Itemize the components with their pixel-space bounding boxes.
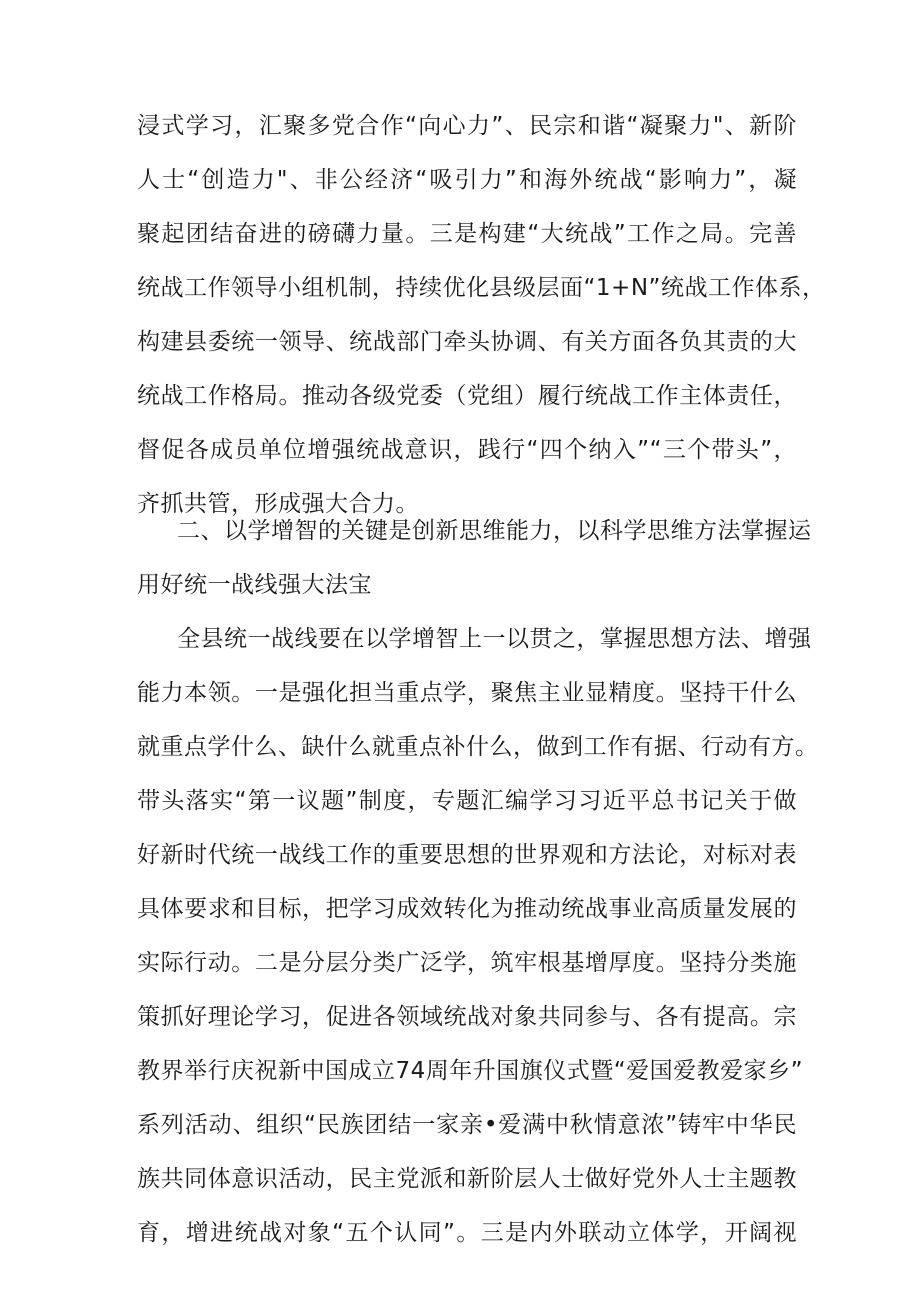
text-line: 实际行动。二是分层分类广泛学，筑牢根基增厚度。坚持分类施 xyxy=(137,950,797,976)
text-line: 具体要求和目标，把学习成效转化为推动统战事业高质量发展的 xyxy=(137,896,797,922)
text-line: 统战工作领导小组机制，持续优化县级层面“1+N”统战工作体系， xyxy=(137,275,826,301)
text-line: 统战工作格局。推动各级党委（党组）履行统战工作主体责任， xyxy=(137,383,797,409)
text-line: 带头落实“第一议题”制度，专题汇编学习习近平总书记关于做 xyxy=(137,788,797,814)
text-line: 全县统一战线要在以学增智上一以贯之，掌握思想方法、增强 xyxy=(177,626,812,652)
text-line: 构建县委统一领导、统战部门牵头协调、有关方面各负其责的大 xyxy=(137,329,797,355)
body-paragraph xyxy=(137,612,819,1260)
text-line: 好新时代统一战线工作的重要思想的世界观和方法论，对标对表 xyxy=(137,842,797,868)
text-line: 人士“创造力"、非公经济“吸引力”和海外统战“影响力”，凝 xyxy=(137,167,797,193)
text-line: 齐抓共管，形成强大合力。 xyxy=(137,491,419,517)
text-line: 聚起团结奋进的磅礴力量。三是构建“大统战”工作之局。完善 xyxy=(137,221,797,247)
heading-line: 用好统一战线强大法宝 xyxy=(137,572,372,598)
text-line: 就重点学什么、缺什么就重点补什么，做到工作有据、行动有方。 xyxy=(137,734,819,760)
heading-line: 二、以学增智的关键是创新思维能力，以科学思维方法掌握运 xyxy=(177,518,812,544)
text-line: 育，增进统战对象“五个认同”。三是内外联动立体学，开阔视 xyxy=(137,1220,797,1246)
text-line: 族共同体意识活动，民主党派和新阶层人士做好党外人士主题教 xyxy=(137,1166,797,1192)
text-line: 策抓好理论学习，促进各领域统战对象共同参与、各有提高。宗 xyxy=(137,1004,797,1030)
text-line: 督促各成员单位增强统战意识，践行“四个纳入”“三个带头”， xyxy=(137,437,797,463)
section-heading xyxy=(137,504,812,612)
text-line: 系列活动、组织“民族团结一家亲•爱满中秋情意浓”铸牢中华民 xyxy=(137,1112,797,1138)
text-line: 教界举行庆祝新中国成立74周年升国旗仪式暨“爱国爱教爱家乡” xyxy=(137,1058,804,1084)
text-line: 能力本领。一是强化担当重点学，聚焦主业显精度。坚持干什么 xyxy=(137,680,797,706)
text-line: 浸式学习，汇聚多党合作“向心力”、民宗和谐“凝聚力"、新阶 xyxy=(137,113,797,139)
